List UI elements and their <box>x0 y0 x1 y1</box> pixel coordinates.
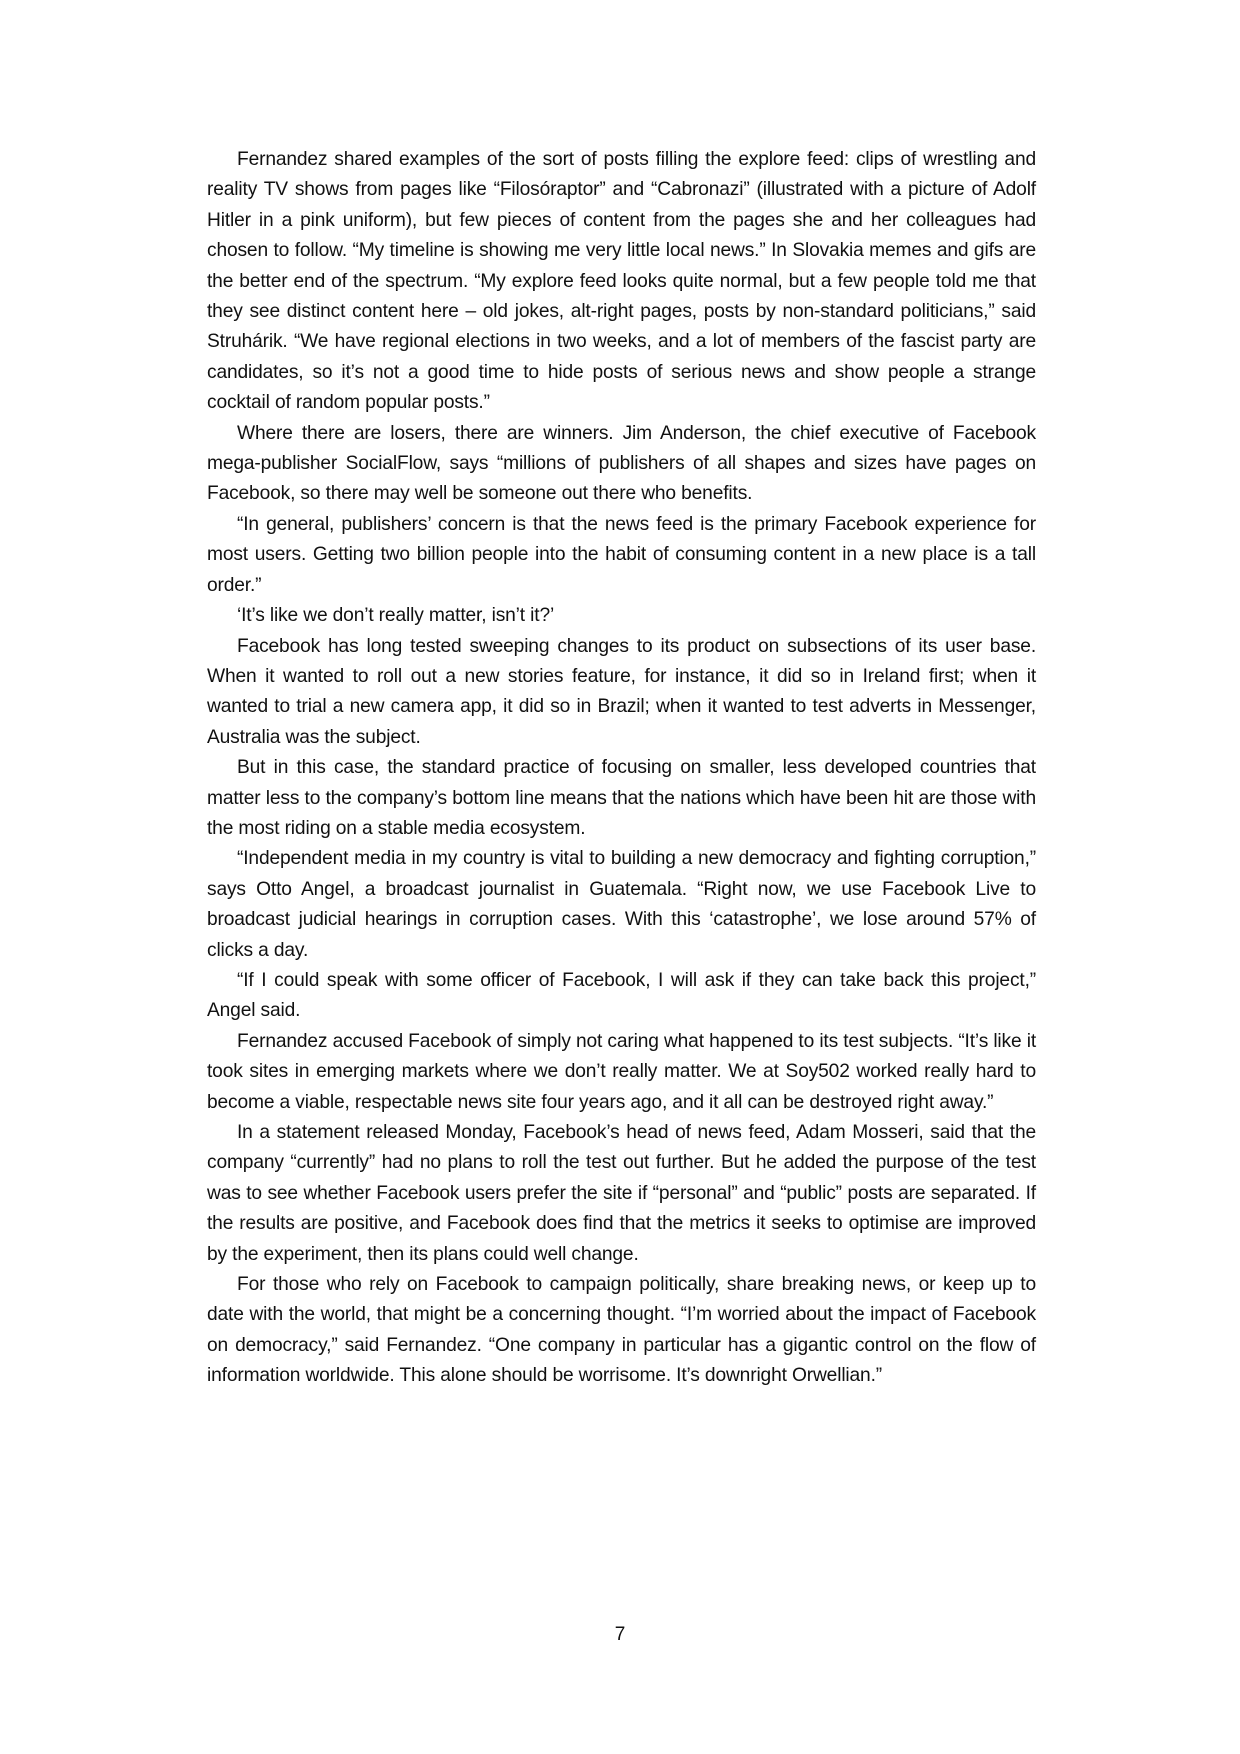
paragraph: In a statement released Monday, Facebook’s head of news feed, Adam Mosseri, said that the company “currently” had no plans to roll the test out further. But he added the purpose of the test was to see whether Facebook users prefer the site if “personal” and “public” posts are separated. If the results are positive, and Facebook does find that the metrics it seeks to optimise are improved by the experiment, then its plans could well change. <box>207 1122 1036 1265</box>
paragraph: Fernandez shared examples of the sort of posts filling the explore feed: clips of wrestling and reality TV shows from pages like “Filosóraptor” and “Cabronazi” (illustrated with a picture of Adolf Hitler in a pink uniform), but few pieces of content from the pages she and her colleagues had chosen to follow. “My timeline is showing me very little local news.” In Slovakia memes and gifs are the better end of the spectrum. “My explore feed looks quite normal, but a few people told me that they see distinct content here – old jokes, alt-right pages, posts by non-standard politicians,” said Struhárik. “We have regional elections in two weeks, and a lot of members of the fascist party are candidates, so it’s not a good time to hide posts of serious news and show people a strange cocktail of random popular posts.” <box>207 149 1036 414</box>
paragraph: ‘It’s like we don’t really matter, isn’t it?’ <box>237 605 555 627</box>
paragraph: Where there are losers, there are winners. Jim Anderson, the chief executive of Facebook mega-publisher SocialFlow, says “millions of publishers of all shapes and sizes have pages on Facebook, so there may well be someone out there who benefits. <box>207 422 1036 505</box>
paragraph: “In general, publishers’ concern is that the news feed is the primary Facebook experience for most users. Getting two billion people into the habit of consuming content in a new place is a tall order.” <box>207 513 1036 596</box>
paragraph: But in this case, the standard practice of focusing on smaller, less developed countries that matter less to the company’s bottom line means that the nations which have been hit are those with the most riding on a stable media ecosystem. <box>207 757 1036 839</box>
page-number: 7 <box>614 1624 626 1645</box>
paragraph: Fernandez accused Facebook of simply not caring what happened to its test subjects. “It’s like it took sites in emerging markets where we don’t really matter. We at Soy502 worked really hard to become a viable, respectable news site four years ago, and it all can be destroyed right away.” <box>207 1030 1036 1113</box>
document-body <box>207 145 1036 1392</box>
paragraph: For those who rely on Facebook to campaign politically, share breaking news, or keep up to date with the world, that might be a concerning thought. “I’m worried about the impact of Facebook on democracy,” said Fernandez. “One company in particular has a gigantic control on the flow of information worldwide. This alone should be worrisome. It’s downright Orwellian.” <box>207 1274 1036 1387</box>
paragraph: “Independent media in my country is vital to building a new democracy and fighting corruption,” says Otto Angel, a broadcast journalist in Guatemala. “Right now, we use Facebook Live to broadcast judicial hearings in corruption cases. With this ‘catastrophe’, we lose around 57% of clicks a day. <box>207 848 1036 961</box>
paragraph: Facebook has long tested sweeping changes to its product on subsections of its user base. When it wanted to roll out a new stories feature, for instance, it did so in Ireland first; when it wanted to trial a new camera app, it did so in Brazil; when it wanted to test adverts in Messenger, Australia was the subject. <box>207 635 1036 748</box>
paragraph: “If I could speak with some officer of Facebook, I will ask if they can take back this project,” Angel said. <box>207 969 1036 1022</box>
